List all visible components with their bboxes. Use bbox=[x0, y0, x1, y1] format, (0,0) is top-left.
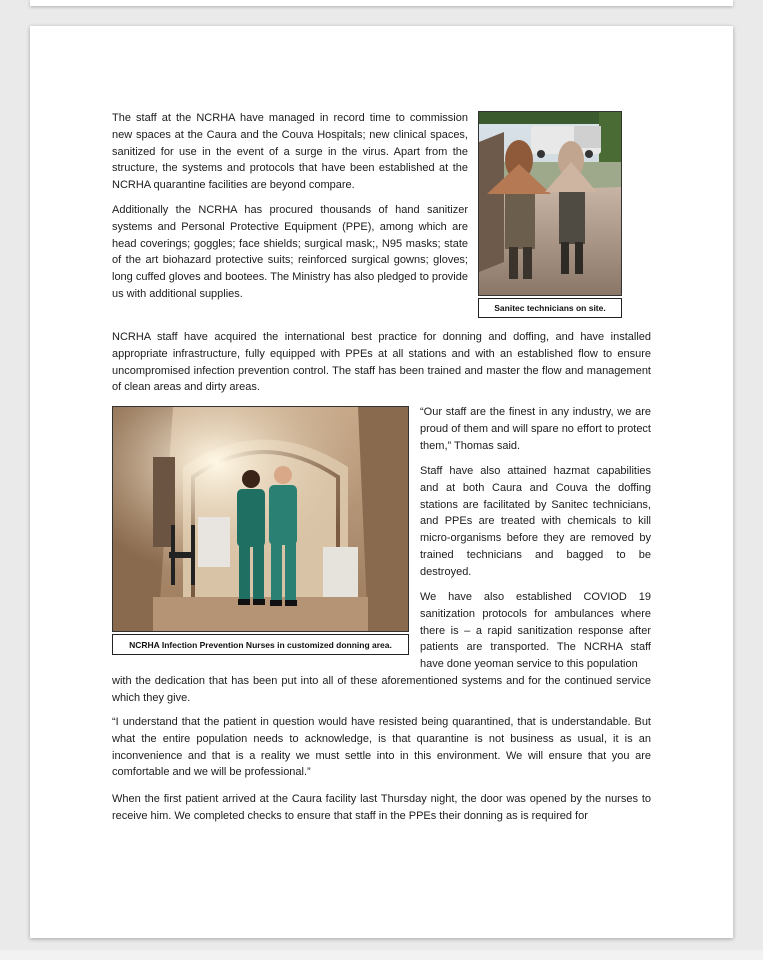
paragraph-hazmat: Staff have also attained hazmat capabilities and at both Caura and Couva the doffing stations are facilitated by Sanitec technicians, and PPEs are treated with chemicals to kill micro-organisms before they are removed by trained technicians and bagged to be destroyed. bbox=[420, 465, 651, 578]
paragraph-commission-spaces: The staff at the NCRHA have managed in record time to commission new spaces at the Caura and the Couva Hospitals; new clinical spaces, sanitized for use in the event of a surge in the virus. Apart from the structure, the systems and protocols that have been established at the NCRHA quarantine facilities are beyond compare. bbox=[112, 112, 468, 192]
paragraph-thomas-quote: “Our staff are the finest in any industry, we are proud of them and will spare no effort to protect them,” Thomas said. bbox=[420, 406, 651, 452]
donning-area-photo bbox=[112, 406, 409, 632]
nurses-caption: NCRHA Infection Prevention Nurses in customized donning area. bbox=[112, 634, 409, 655]
sanitec-caption: Sanitec technicians on site. bbox=[478, 298, 622, 318]
paragraph-first-patient: When the first patient arrived at the Caura facility last Thursday night, the door was opened by the nurses to receive him. We completed checks to ensure that staff in the PPEs their donning as is required for bbox=[112, 793, 651, 822]
viewer-bottom-edge bbox=[0, 950, 763, 960]
sanitec-technicians-photo bbox=[478, 111, 622, 296]
paragraph-ambulance-protocols: We have also established COVIOD 19 sanitization protocols for ambulances where there is – a rapid sanitization response after patients are transported. The NCRHA staff have done yeoman service to this population bbox=[420, 591, 651, 671]
paragraph-ppe-procured: Additionally the NCRHA has procured thousands of hand sanitizer systems and Personal Protective Equipment (PPE), among which are head coverings; goggles; face shields; surgical mask;, N95 masks; state of the art biohazard protective suits; reinforced surgical gowns; gloves; long cuffed gloves and bootees. The Ministry has also pledged to provide us with additional supplies. bbox=[112, 204, 468, 300]
paragraph-quarantine-quote: “I understand that the patient in question would have resisted being quarantined, that is understandable. But what the entire population needs to acknowledge, is that quarantine is not business as usual, it is an inconvenience and that is a reality we must settle into in this environment. We will ensure that you are comfortable and we will be professional.” bbox=[112, 716, 651, 779]
previous-page-edge bbox=[30, 0, 733, 6]
paragraph-ambulance-continued: with the dedication that has been put into all of these aforementioned systems and for the continued service which they give. bbox=[112, 675, 651, 704]
paragraph-donning-doffing: NCRHA staff have acquired the international best practice for donning and doffing, and have installed appropriate infrastructure, fully equipped with PPEs at all stations and with an established flow to ensure uncompromised infection prevention control. The staff has been trained and master the flow and management of clean areas and dirty areas. bbox=[112, 331, 651, 394]
